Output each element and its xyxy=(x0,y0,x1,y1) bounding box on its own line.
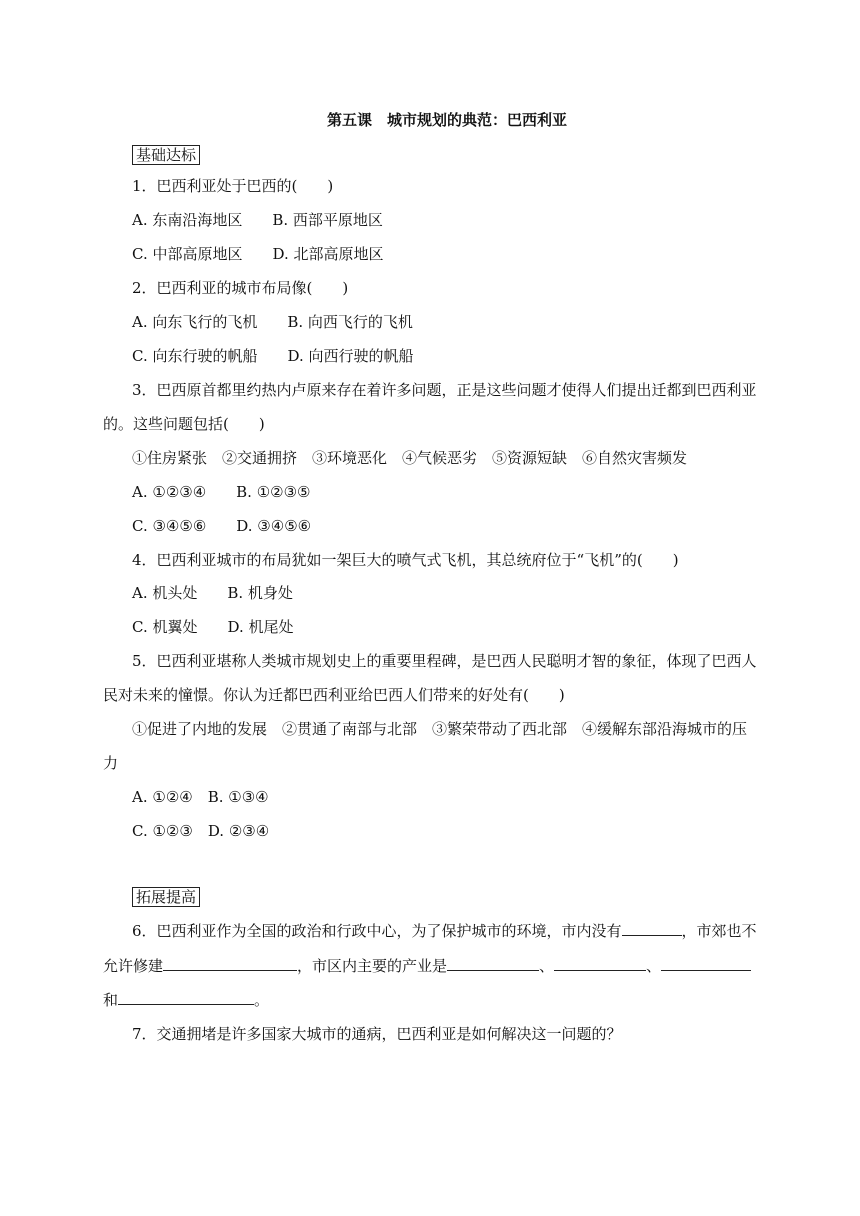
q3-options-cd: C. ③④⑤⑥ D. ③④⑤⑥ xyxy=(132,517,312,535)
q3-items: ①住房紧张 ②交通拥挤 ③环境恶化 ④气候恶劣 ⑤资源短缺 ⑥自然灾害频发 xyxy=(132,449,688,467)
q6-blank-5[interactable] xyxy=(661,955,751,971)
q6-text-4: ，市区内主要的产业是 xyxy=(297,957,448,975)
q6-blank-2[interactable] xyxy=(163,955,297,971)
q6-text-3: 允许修建 xyxy=(103,957,164,975)
section-extend-box: 拓展提高 xyxy=(132,887,200,907)
page-title: 第五课 城市规划的典范：巴西利亚 xyxy=(327,111,568,129)
q3-stem-line1: 3．巴西原首都里约热内卢原来存在着许多问题，正是这些问题才使得人们提出迁都到巴西利亚 xyxy=(132,381,757,399)
q6-blank-1[interactable] xyxy=(622,920,682,936)
q5-items-line1: ①促进了内地的发展 ②贯通了南部与北部 ③繁荣带动了西北部 ④缓解东部沿海城市的压 xyxy=(132,720,748,738)
q2-options-cd: C. 向东行驶的帆船 D. 向西行驶的帆船 xyxy=(132,347,414,365)
q4-stem: 4．巴西利亚城市的布局犹如一架巨大的喷气式飞机，其总统府位于“飞机”的( ) xyxy=(132,551,679,569)
q6-line3 xyxy=(103,989,269,1010)
q1-options-ab: A. 东南沿海地区 B. 西部平原地区 xyxy=(132,211,383,229)
q5-options-ab: A. ①②④ B. ①③④ xyxy=(132,788,269,806)
section-extend-label xyxy=(132,887,200,907)
q2-stem: 2．巴西利亚的城市布局像( ) xyxy=(132,279,349,297)
q6-text-2: ，市郊也不 xyxy=(681,922,757,940)
q6-blank-3[interactable] xyxy=(447,955,539,971)
section-basic-box: 基础达标 xyxy=(132,145,200,165)
q6-blank-6[interactable] xyxy=(118,989,254,1005)
q7-stem: 7．交通拥堵是许多国家大城市的通病，巴西利亚是如何解决这一问题的？ xyxy=(132,1025,622,1043)
q1-options-cd: C. 中部高原地区 D. 北部高原地区 xyxy=(132,245,384,263)
q6-sep-1: 、 xyxy=(539,957,555,975)
section-basic-label xyxy=(132,145,200,165)
q5-items-line2: 力 xyxy=(103,754,119,772)
q4-options-ab: A. 机头处 B. 机身处 xyxy=(132,584,293,602)
q5-stem-line2: 民对未来的憧憬。你认为迁都巴西利亚给巴西人们带来的好处有( ) xyxy=(103,686,565,704)
q6-text-5: 和 xyxy=(103,991,119,1009)
q5-options-cd: C. ①②③ D. ②③④ xyxy=(132,822,270,840)
q3-options-ab: A. ①②③④ B. ①②③⑤ xyxy=(132,483,311,501)
q6-sep-2: 、 xyxy=(646,957,662,975)
q6-line2 xyxy=(103,955,751,976)
q3-stem-line2: 的。这些问题包括( ) xyxy=(103,415,265,433)
q2-options-ab: A. 向东飞行的飞机 B. 向西飞行的飞机 xyxy=(132,313,413,331)
q5-stem-line1: 5．巴西利亚堪称人类城市规划史上的重要里程碑，是巴西人民聪明才智的象征，体现了巴西人 xyxy=(132,652,757,670)
q6-text-1: 6．巴西利亚作为全国的政治和行政中心，为了保护城市的环境，市内没有 xyxy=(132,922,622,940)
q6-text-6: 。 xyxy=(254,991,270,1009)
q6-blank-4[interactable] xyxy=(554,955,646,971)
q4-options-cd: C. 机翼处 D. 机尾处 xyxy=(132,618,294,636)
q1-stem: 1．巴西利亚处于巴西的( ) xyxy=(132,177,334,195)
q6-line1 xyxy=(132,920,757,941)
